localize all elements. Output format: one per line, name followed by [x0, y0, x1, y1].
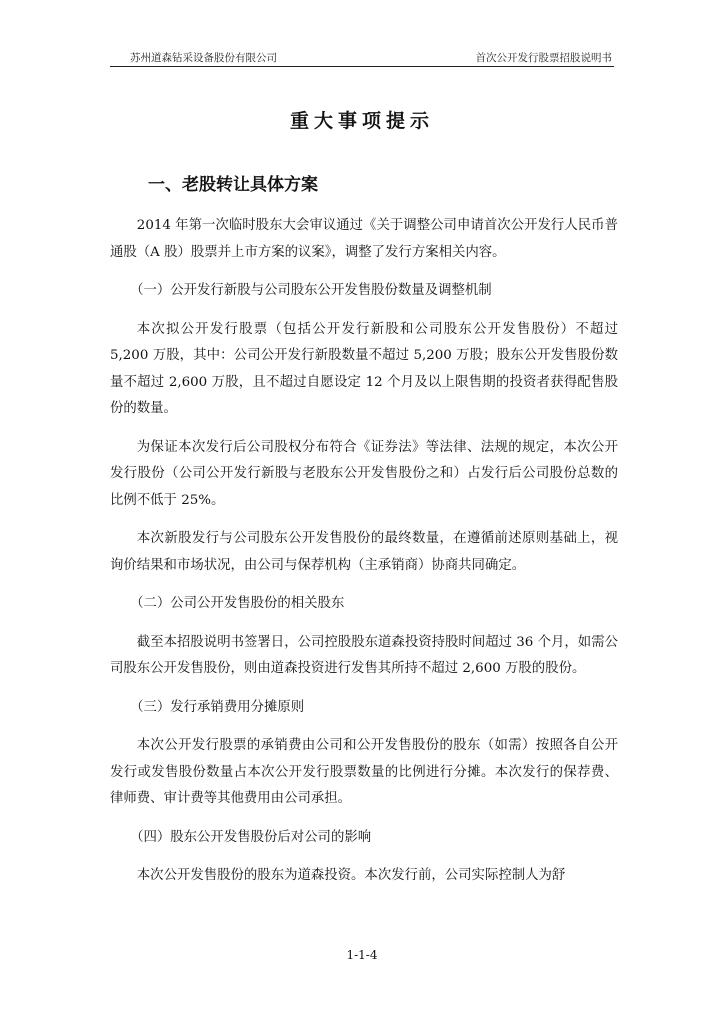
subheading-selling-shareholders: （二）公司公开发售股份的相关股东	[130, 596, 345, 611]
paragraph-intro: 2014 年第一次临时股东大会审议通过《关于调整公司申请首次公开发行人民币普通股（A 股）股票并上市方案的议案》，调整了发行方案相关内容。	[110, 218, 618, 260]
header-document-type: 首次公开发行股票招股说明书	[475, 52, 612, 64]
page-title: 重大事项提示	[289, 110, 434, 132]
paragraph-underwriting-fees: 本次公开发行股票的承销费由公司和公开发售股份的股东（如需）按照各自公开发行或发售股份数量占本次公开发行股票数量的比例进行分摊。本次发行的保荐费、律师费、审计费等其他费用由公司承担。	[110, 738, 618, 806]
subheading-share-quantity: （一）公开发行新股与公司股东公开发售股份数量及调整机制	[130, 283, 492, 298]
paragraph-selling-shareholders: 截至本招股说明书签署日，公司控股股东道森投资持股时间超过 36 个月，如需公司股东公开发售股份，则由道森投资进行发售其所持不超过 2,600 万股的股份。	[110, 634, 618, 676]
paragraph-share-quantity: 本次拟公开发行股票（包括公开发行新股和公司股东公开发售股份）不超过 5,200 万股，其中：公司公开发行新股数量不超过 5,200 万股；股东公开发售股份数量不超过 2,600 万股，且不超过自愿设定 12 个月及以上限售期的投资者获得配售股份的数量。	[110, 321, 618, 416]
paragraph-impact: 本次公开发售股份的股东为道森投资。本次发行前，公司实际控制人为舒	[136, 868, 566, 883]
header-company-name: 苏州道森钻采设备股份有限公司	[130, 52, 277, 64]
page-header	[110, 50, 614, 67]
subheading-underwriting-fees: （三）发行承销费用分摊原则	[130, 699, 305, 715]
document-body	[110, 213, 618, 902]
paragraph-equity-distribution: 为保证本次发行后公司股权分布符合《证券法》等法律、法规的规定，本次公开发行股份（公司公开发行新股与老股东公开发售股份之和）占发行后公司股份总数的比例不低于 25%。	[110, 439, 618, 508]
paragraph-final-quantity: 本次新股发行与公司股东公开发售股份的最终数量，在遵循前述原则基础上，视询价结果和市场状况，由公司与保荐机构（主承销商）协商共同确定。	[110, 531, 618, 573]
subheading-impact: （四）股东公开发售股份后对公司的影响	[130, 829, 372, 845]
section-heading: 一、老股转让具体方案	[148, 175, 318, 195]
page-number: 1-1-4	[346, 948, 378, 962]
